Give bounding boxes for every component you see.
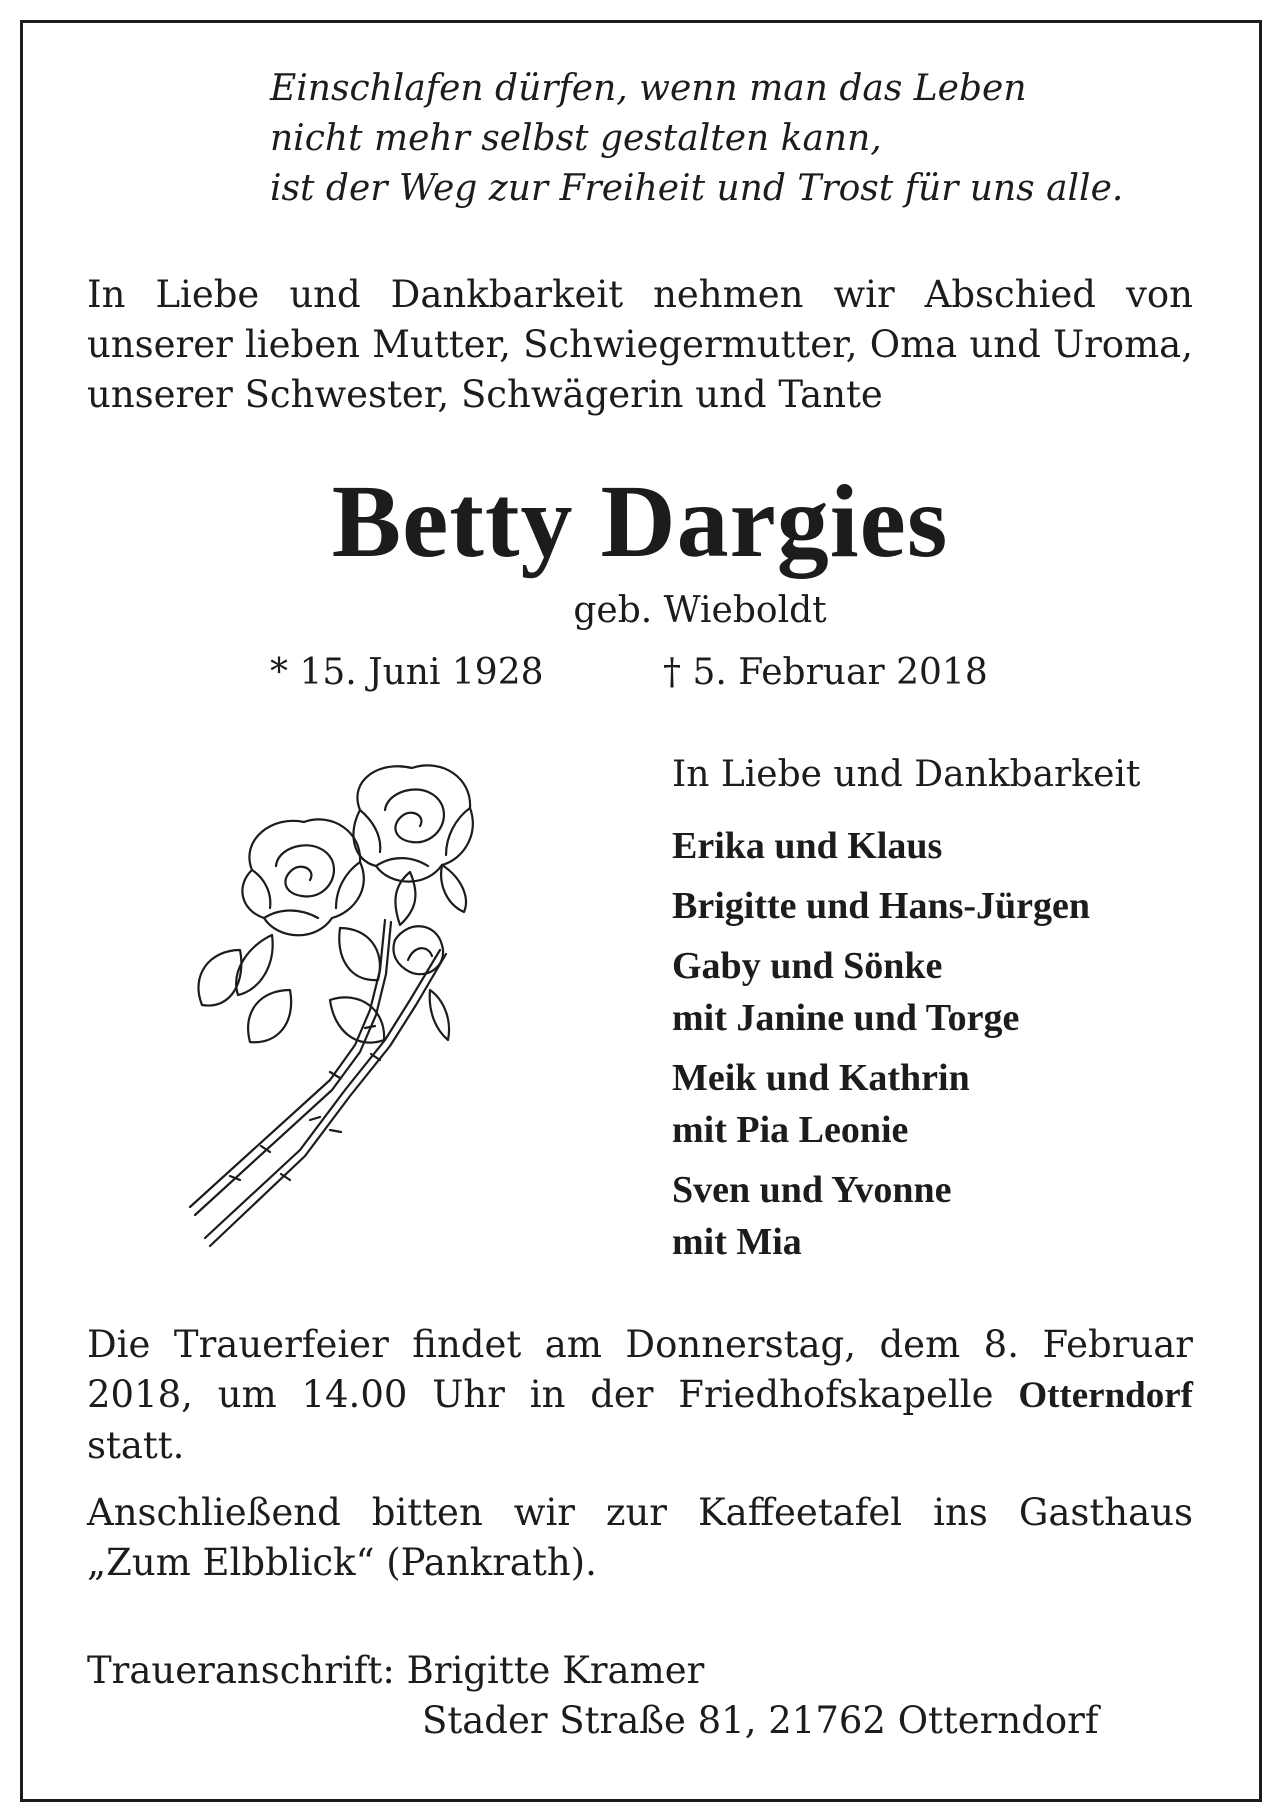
funeral-text: Die Trauerfeier findet am Donnerstag, dem 8. Februar 2018, um 14.00 Uhr in der Friedhofskapelle [87,1323,1193,1416]
mourner-group [672,880,1090,932]
mourners-intro: In Liebe und Dankbarkeit [672,754,1141,795]
mourners-list [672,820,1090,1276]
mourner-line: mit Pia Leonie [672,1109,909,1151]
funeral-text-end: statt. [87,1424,185,1467]
address-name: Brigitte Kramer [406,1649,705,1692]
deceased-name: Betty Dargies [331,464,949,579]
coffee-notice: Anschließend bitten wir zur Kaffeetafel ins Gasthaus „Zum Elbblick“ (Pankrath). [87,1491,1193,1584]
funeral-notice [87,1320,1193,1471]
motto-quote [270,64,1230,214]
motto-line: Einschlafen dürfen, wenn man das Leben [270,68,1027,109]
mourner-line: Erika und Klaus [672,825,943,867]
mourning-address [87,1646,1099,1742]
born-name: geb. Wieboldt [573,590,827,631]
mourner-group [672,1164,1090,1268]
mourner-line: Sven und Yvonne [672,1169,952,1211]
birth-date: * 15. Juni 1928 [270,652,544,693]
motto-line: nicht mehr selbst gestalten kann, [270,118,882,159]
motto-line: ist der Weg zur Freiheit und Trost für uns alle. [270,168,1124,209]
mourner-group [672,820,1090,872]
mourner-group [672,1052,1090,1156]
mourner-line: Brigitte und Hans-Jürgen [672,885,1091,927]
rose-icon [180,760,510,1260]
mourner-line: Meik und Kathrin [672,1057,970,1099]
address-street: Stader Straße 81, 21762 Otterndorf [422,1699,1099,1742]
mourner-line: mit Janine und Torge [672,997,1020,1039]
death-date: † 5. Februar 2018 [663,652,988,693]
mourner-group [672,940,1090,1044]
mourner-line: mit Mia [672,1221,802,1263]
funeral-place: Otterndorf [1018,1375,1193,1416]
address-label: Traueranschrift: [87,1649,395,1692]
mourner-line: Gaby und Sönke [672,945,943,987]
farewell-intro: In Liebe und Dankbarkeit nehmen wir Abschied von unserer lieben Mutter, Schwiegermutter, Oma und Uroma, unserer Schwester, Schwägerin und Tante [87,273,1193,416]
